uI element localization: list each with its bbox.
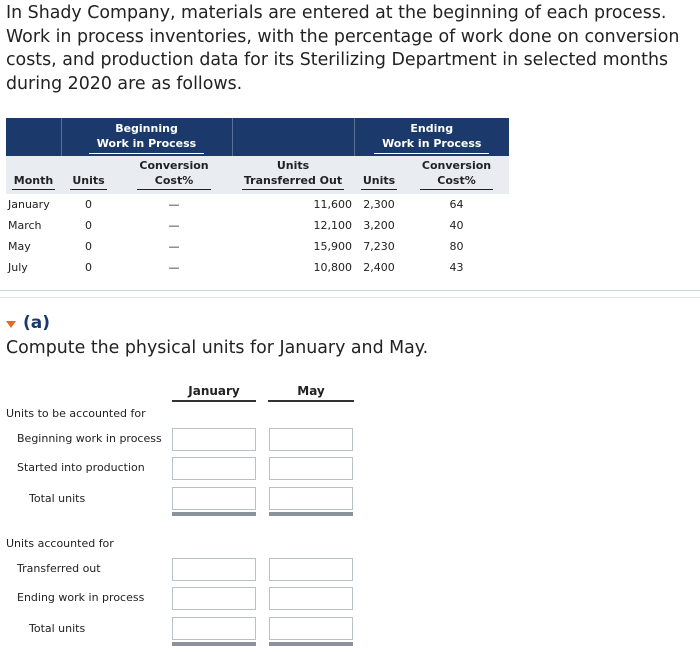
col-begin-conv: Conversion Cost%: [116, 156, 232, 194]
header-blank: [6, 118, 61, 156]
label-total-units-1: Total units: [29, 492, 86, 505]
group-header-row: [6, 118, 509, 156]
input-may-started[interactable]: [269, 457, 353, 480]
header-underline: [268, 400, 354, 401]
part-label: (a): [23, 313, 51, 333]
table-row: July 0 — 10,800 2,400 43: [8, 261, 464, 274]
section-units-to-account: Units to be accounted for: [6, 407, 146, 420]
table-row: March 0 — 12,100 3,200 40: [8, 219, 464, 232]
input-january-total-2[interactable]: [172, 617, 256, 640]
group-beginning-wip: Beginning Work in Process: [61, 118, 232, 156]
input-may-beginning-wip[interactable]: [269, 428, 353, 451]
label-total-units-2: Total units: [29, 622, 86, 635]
part-a-toggle[interactable]: [6, 313, 50, 333]
col-header-january: January: [172, 384, 256, 402]
label-started: Started into production: [17, 461, 145, 474]
question-text: Compute the physical units for January and May.: [6, 338, 429, 358]
label-ending-wip: Ending work in process: [17, 591, 145, 604]
double-underline: [269, 642, 353, 646]
table-row: January 0 — 11,600 2,300 64: [8, 198, 464, 211]
input-may-transferred[interactable]: [269, 558, 353, 581]
header-underline: [172, 400, 256, 401]
column-header-row: [6, 156, 509, 194]
divider: [0, 290, 700, 291]
double-underline: [172, 642, 256, 646]
input-january-transferred[interactable]: [172, 558, 256, 581]
input-january-beginning-wip[interactable]: [172, 428, 256, 451]
input-january-total-1[interactable]: [172, 487, 256, 510]
label-transferred-out: Transferred out: [17, 562, 101, 575]
production-data-table: [6, 118, 509, 278]
double-underline: [269, 512, 353, 516]
group-ending-wip: Ending Work in Process: [354, 118, 509, 156]
problem-intro: In Shady Company, materials are entered at the beginning of each process. Work in process inventories, with the percentage of work done on conversion costs, and production data for its Sterilizing Department in selected months during 2020 are as follows.: [6, 3, 680, 94]
divider: [0, 297, 700, 298]
input-may-total-2[interactable]: [269, 617, 353, 640]
input-january-ending-wip[interactable]: [172, 587, 256, 610]
input-may-total-1[interactable]: [269, 487, 353, 510]
col-end-conv: Conversion Cost%: [404, 156, 509, 194]
header-blank: [232, 118, 354, 156]
col-transferred: Units Transferred Out: [232, 156, 354, 194]
col-month: Month: [6, 156, 61, 194]
col-end-units: Units: [354, 156, 404, 194]
table-row: May 0 — 15,900 7,230 80: [8, 240, 464, 253]
input-january-started[interactable]: [172, 457, 256, 480]
label-beginning-wip: Beginning work in process: [17, 432, 162, 445]
double-underline: [172, 512, 256, 516]
section-units-accounted: Units accounted for: [6, 537, 114, 550]
col-begin-units: Units: [61, 156, 116, 194]
col-header-may: May: [268, 384, 354, 402]
collapse-triangle-icon[interactable]: [6, 321, 16, 328]
input-may-ending-wip[interactable]: [269, 587, 353, 610]
